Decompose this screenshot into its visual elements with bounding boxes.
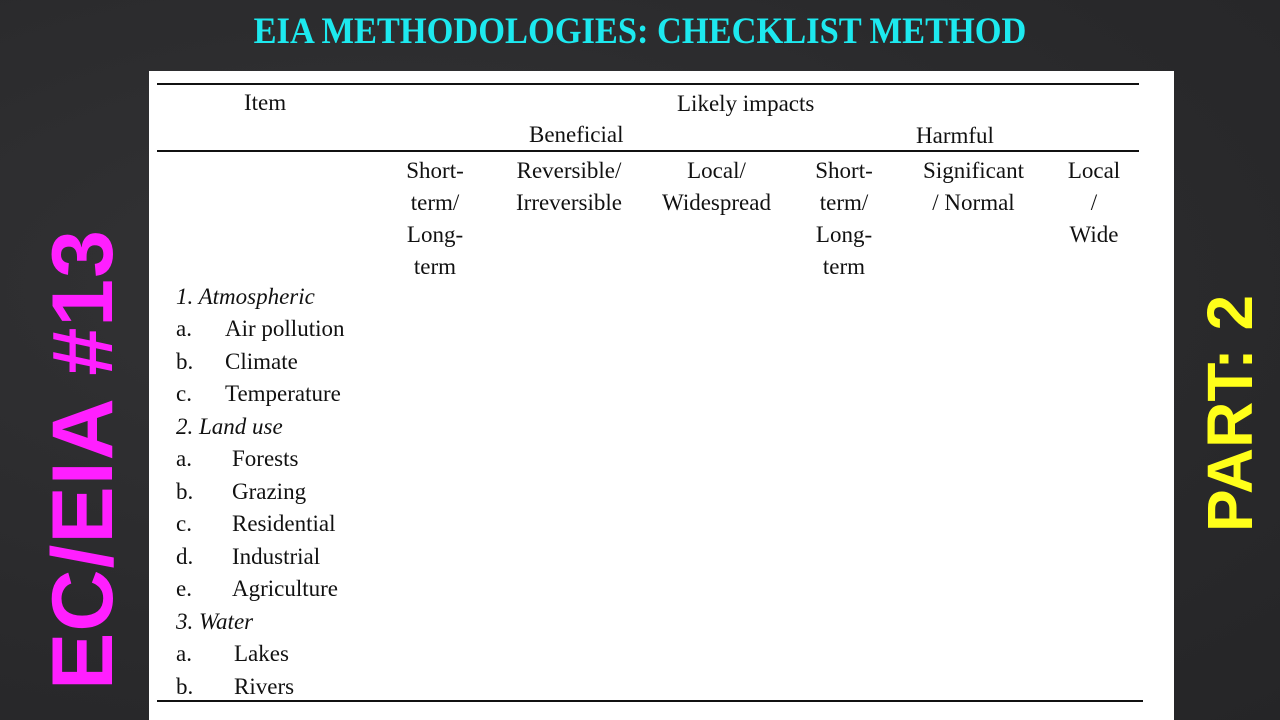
part-label: PART: 2	[1194, 294, 1266, 532]
row-marker: a.	[176, 641, 192, 666]
episode-label: EC/EIA #13	[35, 229, 131, 690]
row-lakes: Lakes	[234, 641, 289, 666]
row-agriculture: Agriculture	[232, 576, 339, 601]
row-marker: a.	[176, 316, 192, 341]
col-harmful-significance: Significant / Normal	[923, 158, 1024, 215]
checklist-table	[149, 71, 1174, 720]
col-beneficial-reversibility: Reversible/ Irreversible	[516, 158, 622, 215]
harmful-header: Harmful	[916, 123, 994, 148]
row-marker: c.	[176, 381, 192, 406]
row-marker: a.	[176, 446, 192, 471]
row-climate: Climate	[225, 349, 298, 374]
slide-title: EIA METHODOLOGIES: CHECKLIST METHOD	[253, 11, 1027, 52]
row-rivers: Rivers	[234, 674, 295, 699]
row-marker: e.	[176, 576, 192, 601]
row-temperature: Temperature	[225, 381, 341, 406]
col-beneficial-duration: Short- term/ Long- term	[406, 158, 464, 279]
row-marker: d.	[176, 544, 194, 569]
row-marker: b.	[176, 479, 194, 504]
category-land-use: 2. Land use	[176, 414, 283, 439]
row-marker: b.	[176, 674, 194, 699]
likely-impacts-header: Likely impacts	[677, 91, 815, 116]
category-water: 3. Water	[176, 609, 254, 634]
col-harmful-extent: Local / Wide	[1067, 158, 1121, 247]
row-industrial: Industrial	[232, 544, 321, 569]
col-harmful-duration: Short- term/ Long- term	[815, 158, 873, 279]
row-marker: b.	[176, 349, 194, 374]
col-beneficial-extent: Local/ Widespread	[662, 158, 771, 215]
row-air-pollution: Air pollution	[225, 316, 345, 341]
row-forests: Forests	[232, 446, 299, 471]
top-rule	[157, 83, 1139, 85]
category-atmospheric: 1. Atmospheric	[176, 284, 315, 309]
row-marker: c.	[176, 511, 192, 536]
item-header: Item	[244, 90, 287, 115]
bottom-rule	[157, 700, 1143, 702]
row-grazing: Grazing	[232, 479, 307, 504]
row-residential: Residential	[232, 511, 336, 536]
beneficial-header: Beneficial	[529, 122, 624, 147]
